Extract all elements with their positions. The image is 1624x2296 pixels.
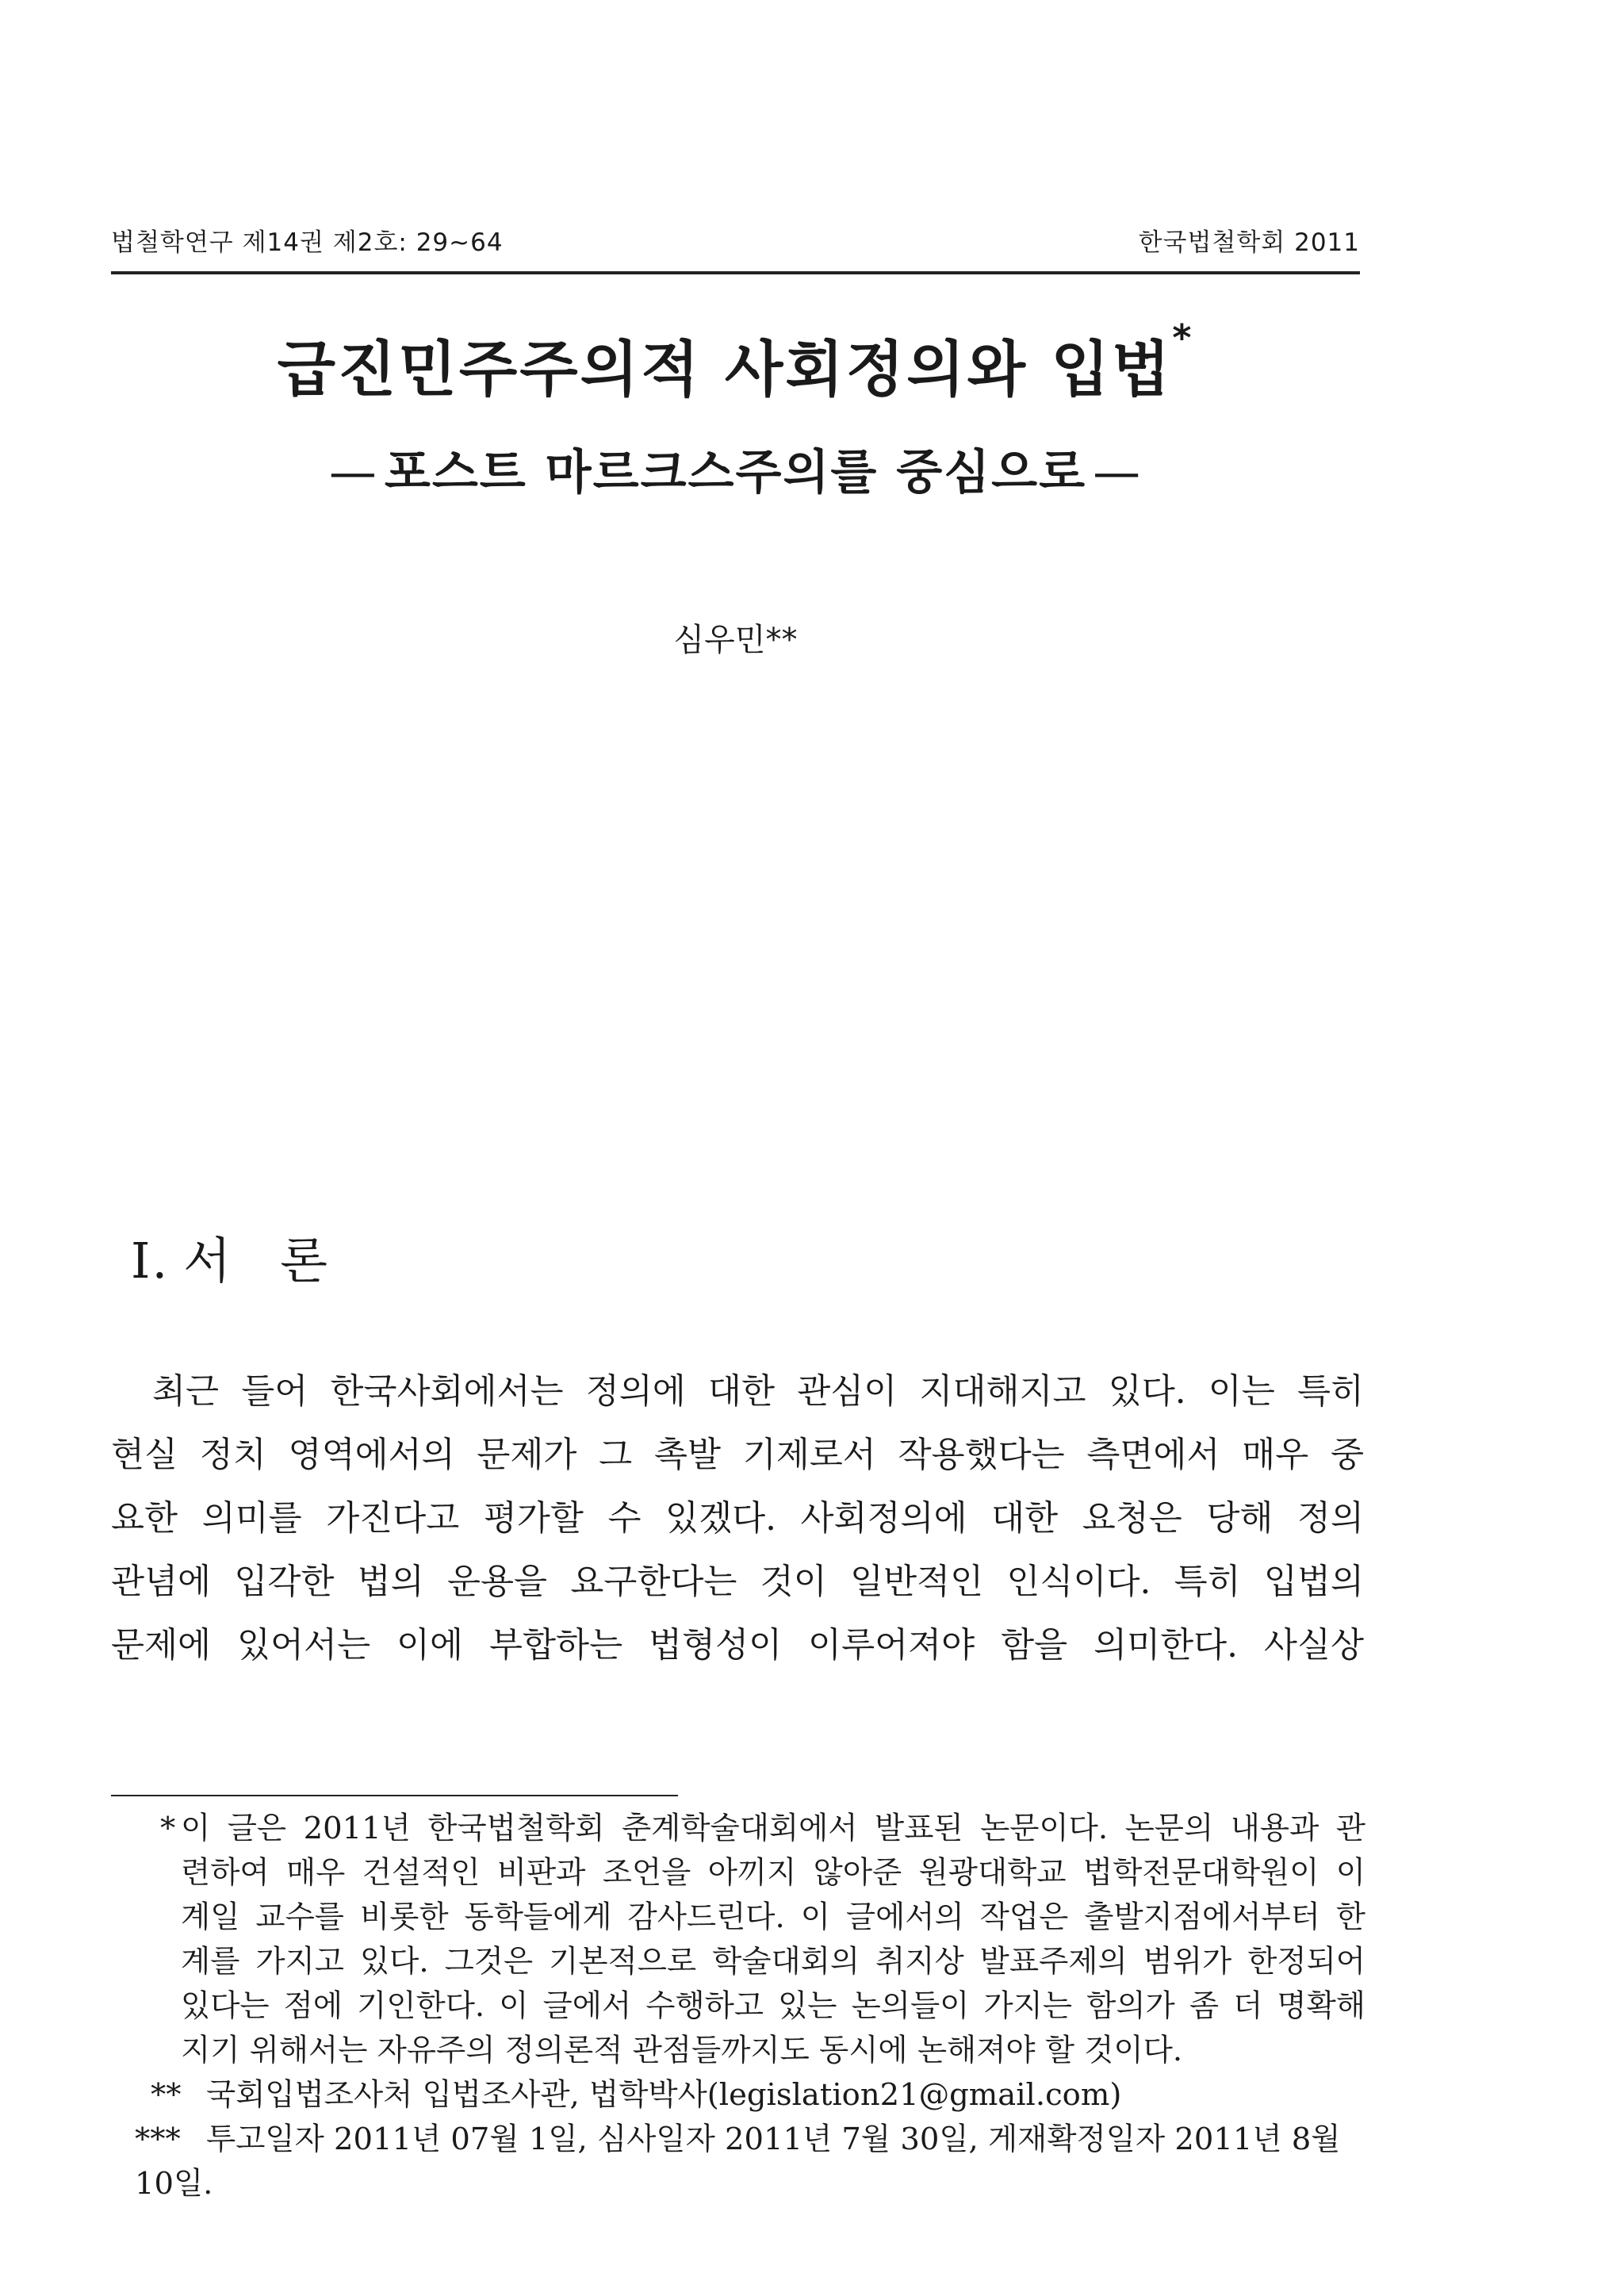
body-line: 요한 의미를 가진다고 평가할 수 있겠다. 사회정의에 대한 요청은 당해 정의 — [111, 1499, 1364, 1539]
publisher-year: 한국법철학회 2011 — [1138, 228, 1360, 257]
subtitle-dash-right: — — [1093, 445, 1143, 500]
footnote-line: 련하여 매우 건설적인 비판과 조언을 아끼지 않아준 원광대학교 법학전문대학원이 이 — [181, 1855, 1365, 1891]
paper-title-text: 급진민주주의적 사회정의와 입법 — [277, 334, 1173, 404]
section-title: 서론 — [183, 1232, 377, 1290]
subtitle-dash-left: — — [328, 445, 378, 500]
footnote-text: 투고일자 2011년 07월 1일, 심사일자 2011년 7월 30일, 게재확정일자 2011년 8월 10일. — [135, 2122, 1341, 2202]
footnote-dates — [111, 2118, 1365, 2206]
body-line: 최근 들어 한국사회에서는 정의에 대한 관심이 지대해지고 있다. 이는 특히 — [152, 1372, 1364, 1412]
footnote-line: 계를 가지고 있다. 그것은 기본적으로 학술대회의 취지상 발표주제의 범위가 한정되어 — [181, 1944, 1365, 1980]
footnote-author-affiliation — [111, 2073, 1365, 2118]
title-footnote-mark: * — [1172, 316, 1194, 359]
footnote-line: 계일 교수를 비롯한 동학들에게 감사드린다. 이 글에서의 작업은 출발지점에서부터 한 — [181, 1899, 1365, 1935]
section-heading — [131, 1221, 377, 1292]
footnote-marker: ** — [151, 2077, 182, 2113]
footnote-marker: * — [160, 1811, 176, 1846]
footnote-rule — [111, 1795, 678, 1796]
body-line: 문제에 있어서는 이에 부합하는 법형성이 이루어져야 함을 의미한다. 사실상 — [111, 1626, 1364, 1665]
author-name: 심우민** — [673, 622, 798, 658]
paper-title — [0, 316, 1471, 408]
header-rule — [111, 271, 1360, 274]
paper-subtitle — [0, 435, 1471, 503]
footnote-line: 지기 위해서는 자유주의 정의론적 관점들까지도 동시에 논해져야 할 것이다. — [181, 2033, 1183, 2068]
body-text — [111, 1360, 1364, 1677]
footnotes — [111, 1807, 1365, 2206]
footnote-line: 이 글은 2011년 한국법철학회 춘계학술대회에서 발표된 논문이다. 논문의 내용과 관 — [181, 1811, 1365, 1846]
body-line: 현실 정치 영역에서의 문제가 그 촉발 기제로서 작용했다는 측면에서 매우 중 — [111, 1435, 1364, 1475]
journal-citation: 법철학연구 제14권 제2호: 29~64 — [111, 228, 504, 257]
footnote-line: 있다는 점에 기인한다. 이 글에서 수행하고 있는 논의들이 가지는 함의가 좀 더 명확해 — [181, 1988, 1365, 2024]
section-number: Ⅰ. — [131, 1232, 170, 1290]
body-line: 관념에 입각한 법의 운용을 요구한다는 것이 일반적인 인식이다. 특히 입법의 — [111, 1562, 1364, 1602]
paper-subtitle-text: 포스트 마르크스주의를 중심으로 — [384, 445, 1087, 500]
footnote-text: 국회입법조사처 입법조사관, 법학박사(legislation21@gmail.com) — [206, 2077, 1122, 2113]
running-header — [111, 222, 1360, 258]
footnote-acknowledgement — [111, 1807, 1365, 2073]
footnote-marker: *** — [135, 2122, 181, 2157]
